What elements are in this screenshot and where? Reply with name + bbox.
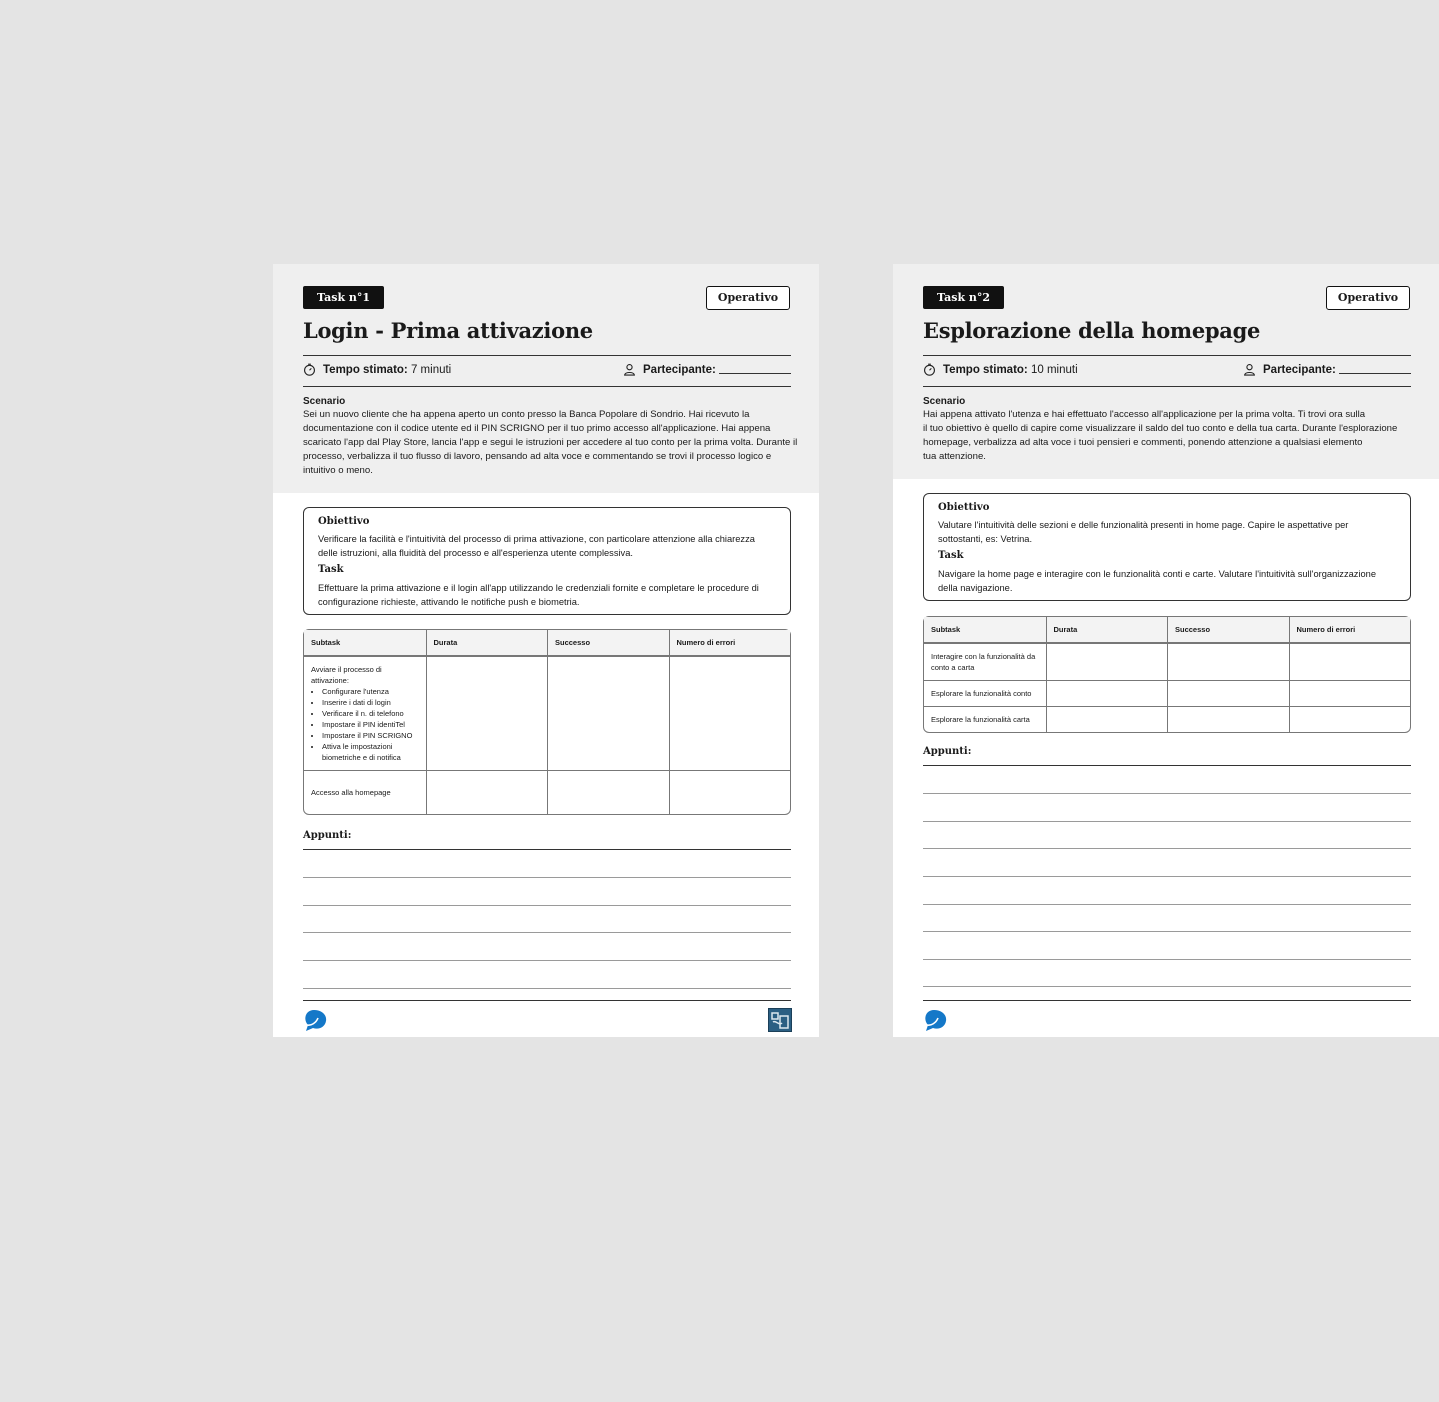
errors-cell[interactable] (1289, 706, 1411, 732)
table-row (924, 643, 1410, 680)
participant-input-line[interactable] (1339, 373, 1411, 374)
errors-cell[interactable] (669, 656, 791, 770)
notes-line[interactable] (923, 793, 1411, 794)
errors-cell[interactable] (669, 770, 791, 814)
task-tag: Task n°2 (923, 286, 1004, 309)
notes-line[interactable] (303, 988, 791, 989)
objective-box (923, 493, 1411, 601)
objective-heading: Obiettivo (318, 516, 370, 527)
page-title: Login - Prima attivazione (303, 318, 593, 343)
subtask-cell: Interagire con la funzionalità da conto a carta (924, 643, 1046, 680)
brand-logo-icon (922, 1008, 948, 1032)
column-header: Successo (1167, 617, 1289, 643)
participant-input-line[interactable] (719, 373, 791, 374)
success-cell[interactable] (1167, 680, 1289, 706)
task-sheet-2 (893, 264, 1439, 1037)
time-label: Tempo stimato: (323, 364, 408, 376)
notes-line[interactable] (923, 765, 1411, 766)
time-value: 10 minuti (1030, 364, 1078, 376)
meta-row (303, 362, 793, 382)
footer-divider (923, 1000, 1411, 1001)
brand-logo-icon (302, 1008, 328, 1032)
objective-text: Valutare l'intuitività delle sezioni e delle funzionalità presenti in home page. Capire le aspettative per sottostanti, es: Vetrina. (938, 520, 1349, 544)
subtask-cell: Accesso alla homepage (304, 770, 426, 814)
column-header: Durata (1046, 617, 1168, 643)
stopwatch-icon (303, 363, 316, 376)
success-cell[interactable] (1167, 706, 1289, 732)
column-header: Numero di errori (669, 630, 791, 656)
column-header: Subtask (924, 617, 1046, 643)
objective-text: Verificare la facilità e l'intuitività del processo di prima attivazione, con particolare attenzione alla chiarezza delle istruzioni, alla fluidità del processo e all'esperienza utente complessiva. (318, 534, 755, 558)
scenario-text: Hai appena attivato l'utenza e hai effettuato l'accesso all'applicazione per la prima volta. Ti trovi ora sulla il tuo obiettivo è quello di capire come visualizzare il saldo del tuo conto e della tua carta. Durante l'esplorazione homepage, verbalizza ad alta voce i tuoi pensieri e commenti, ponendo attenzione a qualsiasi elemento tua attenzione. (923, 409, 1398, 462)
duration-cell[interactable] (1046, 643, 1168, 680)
notes-line[interactable] (923, 876, 1411, 877)
table-header-row (304, 630, 790, 656)
divider (923, 386, 1411, 387)
estimated-time (303, 363, 451, 376)
table-row (924, 706, 1410, 732)
subtask-table (303, 629, 791, 815)
success-cell[interactable] (547, 770, 669, 814)
stamp-logo-icon (768, 1008, 792, 1032)
notes-line[interactable] (303, 932, 791, 933)
time-value: 7 minuti (410, 364, 452, 376)
notes-line[interactable] (923, 821, 1411, 822)
task-text: Navigare la home page e interagire con le funzionalità conti e carte. Valutare l'intuitività sull'organizzazione della navigazione. (938, 569, 1376, 593)
notes-label: Appunti: (303, 830, 352, 841)
meta-row (923, 362, 1413, 382)
subtask-text: Avviare il processo di attivazione: (311, 665, 382, 685)
table-row (304, 770, 790, 814)
scenario-text: Sei un nuovo cliente che ha appena aperto un conto presso la Banca Popolare di Sondrio. Hai ricevuto la documentazione con il codice utente ed il PIN SCRIGNO per il tuo primo accesso all'applicazione. Hai appena scaricato l'app dal Play Store, lancia l'app e segui le istruzioni per accedere al tuo conto per la prima volta. Durante il processo, verbalizza il tuo flusso di lavoro, pensando ad alta voce e commentando se trovi il processo logico e intuitivo o meno. (303, 409, 798, 476)
notes-line[interactable] (303, 960, 791, 961)
subtask-cell: Esplorare la funzionalità conto (924, 680, 1046, 706)
participant-field (1243, 363, 1411, 376)
success-cell[interactable] (1167, 643, 1289, 680)
divider (303, 386, 791, 387)
column-header: Subtask (304, 630, 426, 656)
errors-cell[interactable] (1289, 643, 1411, 680)
notes-line[interactable] (303, 905, 791, 906)
duration-cell[interactable] (1046, 680, 1168, 706)
estimated-time (923, 363, 1078, 376)
category-badge: Operativo (706, 286, 790, 310)
column-header: Durata (426, 630, 548, 656)
notes-label: Appunti: (923, 746, 972, 757)
notes-line[interactable] (923, 986, 1411, 987)
category-badge: Operativo (1326, 286, 1410, 310)
stopwatch-icon (923, 363, 936, 376)
column-header: Numero di errori (1289, 617, 1411, 643)
divider (303, 355, 791, 356)
participant-label: Partecipante: (643, 364, 716, 376)
notes-line[interactable] (923, 959, 1411, 960)
notes-line[interactable] (923, 848, 1411, 849)
participant-label: Partecipante: (1263, 364, 1336, 376)
task-heading: Task (318, 564, 344, 575)
task-tag: Task n°1 (303, 286, 384, 309)
table-header-row (924, 617, 1410, 643)
participant-field (623, 363, 791, 376)
errors-cell[interactable] (1289, 680, 1411, 706)
objective-heading: Obiettivo (938, 502, 990, 513)
divider (923, 355, 1411, 356)
objective-box (303, 507, 791, 615)
subtask-cell (304, 656, 426, 770)
duration-cell[interactable] (426, 770, 548, 814)
task-heading: Task (938, 550, 964, 561)
scenario-heading: Scenario (303, 396, 346, 407)
user-icon (1243, 363, 1256, 376)
page-title: Esplorazione della homepage (923, 318, 1261, 343)
notes-line[interactable] (923, 931, 1411, 932)
subtask-bullets: • Configurare l'utenza • Inserire i dati di login • Verificare il n. di telefono • Impostare il PIN identiTel • Impostare il PIN SCRIGNO • Attiva le impostazioni biometriche e di notifica (311, 686, 419, 763)
notes-line[interactable] (303, 877, 791, 878)
time-label: Tempo stimato: (943, 364, 1028, 376)
subtask-cell: Esplorare la funzionalità carta (924, 706, 1046, 732)
success-cell[interactable] (547, 656, 669, 770)
table-row (304, 656, 790, 770)
duration-cell[interactable] (426, 656, 548, 770)
notes-line[interactable] (923, 904, 1411, 905)
subtask-table (923, 616, 1411, 733)
notes-line[interactable] (303, 849, 791, 850)
column-header: Successo (547, 630, 669, 656)
task-sheet-1 (273, 264, 819, 1037)
user-icon (623, 363, 636, 376)
scenario-heading: Scenario (923, 396, 966, 407)
duration-cell[interactable] (1046, 706, 1168, 732)
footer-divider (303, 1000, 791, 1001)
table-row (924, 680, 1410, 706)
task-text: Effettuare la prima attivazione e il login all'app utilizzando le credenziali fornite e completare le procedure di configurazione richieste, attivando le notifiche push e biometria. (318, 583, 759, 607)
